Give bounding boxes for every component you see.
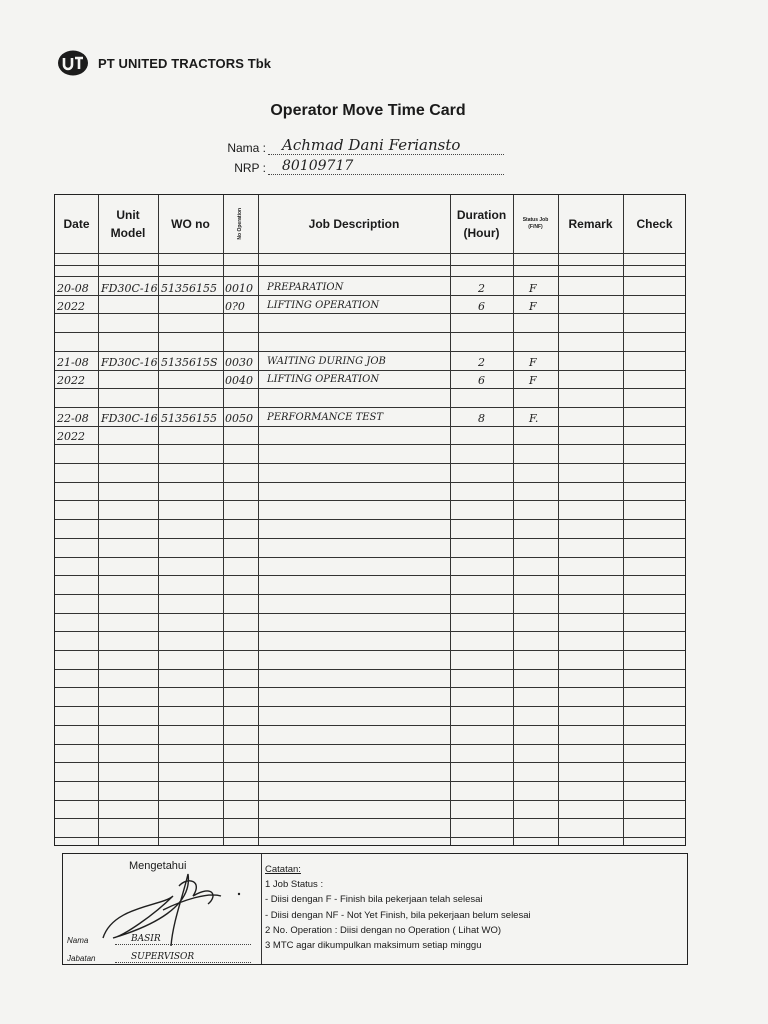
approver-name: BASIR bbox=[131, 934, 161, 944]
cell-no-operation: 0040 bbox=[225, 374, 253, 387]
cell-date: 21-08 bbox=[57, 356, 89, 369]
table-row-line bbox=[55, 388, 685, 389]
col-no-operation: No Operation bbox=[236, 208, 243, 240]
cell-unit-model: FD30C-16 bbox=[101, 282, 158, 295]
table-row-line bbox=[55, 444, 685, 445]
table-row-line bbox=[55, 800, 685, 801]
table-row-line bbox=[55, 594, 685, 595]
cell-date: 2022 bbox=[57, 300, 85, 313]
cell-unit-model: FD30C-16 bbox=[101, 356, 158, 369]
nrp-value: 80109717 bbox=[282, 158, 354, 174]
col-remark: Remark bbox=[568, 217, 613, 231]
cell-date: 2022 bbox=[57, 430, 85, 443]
col-status-job: Status Job (F/NF) bbox=[522, 217, 549, 230]
table-row-line bbox=[55, 351, 685, 352]
nrp-field bbox=[222, 160, 504, 175]
notes-line-2: - Diisi dengan F - Finish bila pekerjaan telah selesai bbox=[265, 894, 483, 906]
cell-no-operation: 0?0 bbox=[225, 300, 245, 313]
table-row-line bbox=[55, 669, 685, 670]
col-duration: Duration (Hour) bbox=[456, 208, 507, 240]
nrp-label: NRP : bbox=[234, 161, 266, 175]
cell-date: 20-08 bbox=[57, 282, 89, 295]
cell-job-description: LIFTING OPERATION bbox=[267, 374, 380, 385]
nama-label: Nama : bbox=[227, 141, 266, 155]
ut-logo-icon bbox=[58, 50, 88, 76]
col-date: Date bbox=[63, 217, 90, 231]
notes-line-3: - Diisi dengan NF - Not Yet Finish, bila pekerjaan belum selesai bbox=[265, 909, 531, 921]
cell-no-operation: 0050 bbox=[225, 412, 253, 425]
cell-status-job: F bbox=[529, 356, 537, 369]
cell-wo-no: 5135615S bbox=[161, 356, 218, 369]
col-wo-no: WO no bbox=[171, 217, 210, 231]
cell-duration: 2 bbox=[478, 282, 485, 295]
job-table bbox=[54, 194, 686, 846]
table-row-line bbox=[55, 613, 685, 614]
table-row-line bbox=[55, 837, 685, 838]
table-row-line bbox=[55, 781, 685, 782]
table-row-line bbox=[55, 687, 685, 688]
approver-jabatan: SUPERVISOR bbox=[131, 952, 195, 962]
table-row-line bbox=[55, 557, 685, 558]
approver-jabatan-row: Jabatan SUPERVISOR bbox=[67, 952, 251, 963]
cell-job-description: LIFTING OPERATION bbox=[267, 300, 380, 311]
col-check: Check bbox=[636, 217, 673, 231]
table-row-line bbox=[55, 631, 685, 632]
cell-unit-model: FD30C-16 bbox=[101, 412, 158, 425]
cell-wo-no: 51356155 bbox=[161, 412, 217, 425]
cell-no-operation: 0010 bbox=[225, 282, 253, 295]
cell-job-description: PERFORMANCE TEST bbox=[267, 412, 384, 423]
cell-no-operation: 0030 bbox=[225, 356, 253, 369]
cell-duration: 8 bbox=[478, 412, 485, 425]
notes-line-4: 2 No. Operation : Diisi dengan no Operation ( Lihat WO) bbox=[265, 924, 502, 936]
table-row-line bbox=[55, 265, 685, 266]
table-row-line bbox=[55, 744, 685, 745]
footer-box bbox=[62, 853, 688, 965]
table-row-line bbox=[55, 370, 685, 371]
table-row-line bbox=[55, 463, 685, 464]
nama-value: Achmad Dani Feriansto bbox=[282, 136, 461, 154]
company-name: PT UNITED TRACTORS Tbk bbox=[98, 56, 272, 71]
table-row-line bbox=[55, 407, 685, 408]
table-row-line bbox=[55, 818, 685, 819]
table-row-line bbox=[55, 426, 685, 427]
col-job-description: Job Description bbox=[308, 217, 400, 231]
table-row-line bbox=[55, 500, 685, 501]
table-row-line bbox=[55, 332, 685, 333]
table-row-line bbox=[55, 725, 685, 726]
cell-date: 2022 bbox=[57, 374, 85, 387]
cell-job-description: PREPARATION bbox=[267, 282, 344, 293]
notes-line-1: 1 Job Status : bbox=[265, 879, 324, 891]
table-row-line bbox=[55, 538, 685, 539]
col-unit-model: Unit Model bbox=[110, 208, 146, 240]
cell-status-job: F bbox=[529, 282, 537, 295]
cell-duration: 6 bbox=[478, 300, 485, 313]
table-row-line bbox=[55, 519, 685, 520]
cell-duration: 2 bbox=[478, 356, 485, 369]
table-row-line bbox=[55, 762, 685, 763]
table-row-line bbox=[55, 575, 685, 576]
cell-status-job: F. bbox=[529, 412, 539, 425]
mengetahui-label: Mengetahui bbox=[129, 860, 187, 872]
nama-field bbox=[222, 136, 504, 155]
cell-status-job: F bbox=[529, 300, 537, 313]
table-row-line bbox=[55, 295, 685, 296]
cell-duration: 6 bbox=[478, 374, 485, 387]
cell-job-description: WAITING DURING JOB bbox=[267, 356, 386, 367]
table-row-line bbox=[55, 313, 685, 314]
table-row-line bbox=[55, 650, 685, 651]
approver-name-row: Nama BASIR bbox=[67, 934, 251, 945]
cell-wo-no: 51356155 bbox=[161, 282, 217, 295]
table-row-line bbox=[55, 482, 685, 483]
table-row-line bbox=[55, 276, 685, 277]
table-row-line bbox=[55, 706, 685, 707]
catatan-notes bbox=[265, 862, 531, 953]
notes-line-5: 3 MTC agar dikumpulkan maksimum setiap minggu bbox=[265, 940, 482, 952]
cell-date: 22-08 bbox=[57, 412, 89, 425]
cell-status-job: F bbox=[529, 374, 537, 387]
table-row-line bbox=[55, 253, 685, 254]
notes-title: Catatan: bbox=[265, 864, 301, 875]
page-title: Operator Move Time Card bbox=[270, 102, 466, 119]
